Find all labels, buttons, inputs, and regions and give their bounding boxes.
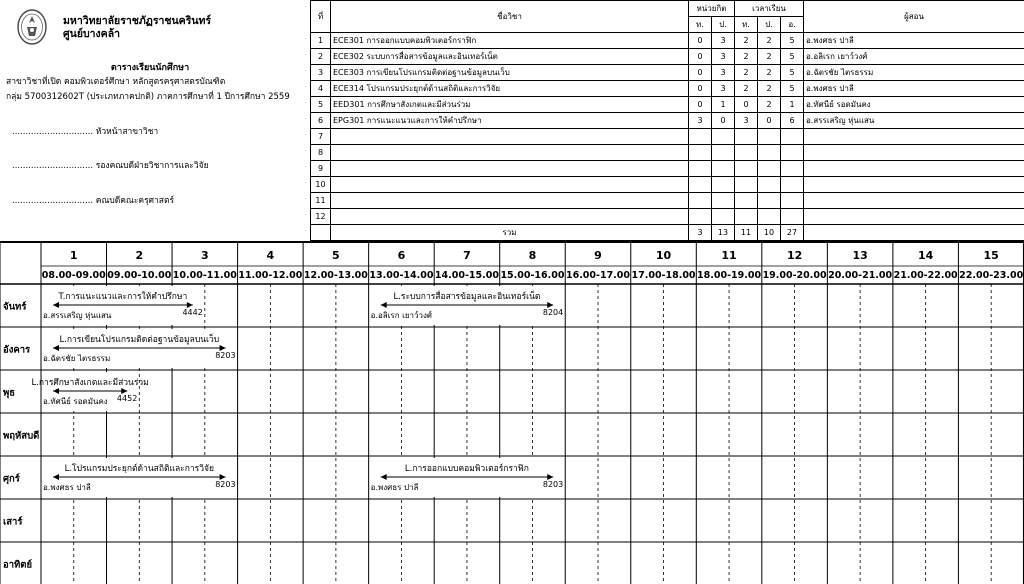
col-no-header: ที่ (311, 1, 331, 33)
row-instructor: อ.ทัศนีย์ รอดมันคง (804, 97, 1024, 113)
row-hours-theory (735, 177, 758, 193)
row-hours-theory: 0 (735, 97, 758, 113)
row-hours-self: 1 (781, 97, 804, 113)
course-row (311, 193, 1024, 209)
row-credit-practice: 3 (712, 65, 735, 81)
row-subject: ECE302 ระบบการสื่อสารข้อมูลและอินเทอร์เน็ต (331, 49, 689, 65)
row-no: 8 (311, 145, 331, 161)
session-room: 8204 (542, 308, 564, 317)
credit-practice-header: ป. (712, 17, 735, 33)
row-hours-self (781, 145, 804, 161)
row-hours-theory (735, 193, 758, 209)
day-label: อาทิตย์ (3, 559, 33, 571)
row-subject: EED301 การศึกษาสังเกตและมีส่วนร่วม (331, 97, 689, 113)
period-time: 14.00-15.00 (434, 270, 499, 281)
row-hours-theory: 2 (735, 65, 758, 81)
period-number: 4 (266, 249, 275, 262)
col-subject-header: ชื่อวิชา (331, 1, 689, 33)
course-table (310, 0, 1024, 241)
university-name: มหาวิทยาลัยราชภัฏราชนครินทร์ (63, 15, 212, 27)
course-row (311, 177, 1024, 193)
total-hours-theory: 11 (735, 225, 758, 241)
session-teacher: อ.พงศธร ปาลี (370, 483, 419, 492)
period-number: 2 (135, 249, 144, 262)
row-credit-practice (712, 129, 735, 145)
course-row (311, 129, 1024, 145)
row-hours-self: 5 (781, 81, 804, 97)
col-hours-header: เวลาเรียน (735, 1, 804, 17)
period-number: 12 (786, 249, 803, 262)
period-number: 5 (332, 249, 340, 262)
row-credit-theory (689, 129, 712, 145)
course-row (311, 97, 1024, 113)
program-line: สาขาวิชาที่เปิด คอมพิวเตอร์ศึกษา หลักสูตรครุศาสตรบัณฑิต (6, 77, 226, 87)
row-subject (331, 209, 689, 225)
row-credit-theory: 0 (689, 97, 712, 113)
period-number: 13 (852, 249, 868, 262)
period-time: 16.00-17.00 (565, 270, 631, 281)
row-instructor: อ.อลิเรก เยาว์วงศ์ (804, 49, 1024, 65)
period-time: 15.00-16.00 (500, 270, 565, 281)
course-row (311, 209, 1024, 225)
document-title: ตารางเรียนนักศึกษา (110, 63, 190, 73)
row-instructor (804, 145, 1024, 161)
row-credit-practice (712, 145, 735, 161)
row-hours-practice (758, 177, 781, 193)
period-number: 3 (200, 249, 209, 262)
period-time: 08.00-09.00 (41, 270, 106, 281)
row-subject (331, 177, 689, 193)
signature-dean: .............................. คณบดีคณะครุศาสตร์ (12, 196, 175, 206)
row-hours-self (781, 161, 804, 177)
row-credit-practice: 0 (712, 113, 735, 129)
row-subject (331, 129, 689, 145)
row-no: 10 (311, 177, 331, 193)
row-hours-self: 6 (781, 113, 804, 129)
row-hours-theory (735, 145, 758, 161)
course-table-body (311, 33, 1024, 225)
course-row (311, 145, 1024, 161)
row-no: 11 (311, 193, 331, 209)
signature-head-of-department: .............................. หัวหน้าสาขาวิชา (12, 127, 159, 137)
row-no: 3 (311, 65, 331, 81)
row-credit-practice (712, 177, 735, 193)
row-credit-practice: 3 (712, 33, 735, 49)
row-credit-theory (689, 177, 712, 193)
row-hours-practice: 2 (758, 65, 781, 81)
col-instructor-header: ผู้สอน (804, 1, 1024, 33)
row-instructor (804, 209, 1024, 225)
row-credit-practice: 3 (712, 49, 735, 65)
row-credit-practice: 1 (712, 97, 735, 113)
col-credit-header: หน่วยกิต (689, 1, 735, 17)
row-credit-theory: 0 (689, 49, 712, 65)
row-instructor (804, 177, 1024, 193)
total-hours-practice: 10 (758, 225, 781, 241)
group-line: กลุ่ม 5700312602T (ประเภทภาคปกติ) ภาคการศึกษาที่ 1 ปีการศึกษา 2559 (6, 92, 290, 102)
period-number: 7 (463, 249, 471, 262)
row-credit-theory (689, 193, 712, 209)
period-number: 9 (594, 249, 602, 262)
course-row (311, 113, 1024, 129)
course-row (311, 33, 1024, 49)
hours-practice-header: ป. (758, 17, 781, 33)
row-hours-practice: 0 (758, 113, 781, 129)
total-credit-theory: 3 (689, 225, 712, 241)
row-hours-self (781, 177, 804, 193)
row-instructor (804, 193, 1024, 209)
row-hours-self (781, 193, 804, 209)
row-hours-practice: 2 (758, 33, 781, 49)
session-title: L.ระบบการสื่อสารข้อมูลและอินเทอร์เน็ต (393, 292, 541, 302)
row-hours-practice (758, 209, 781, 225)
row-no: 12 (311, 209, 331, 225)
period-time: 11.00-12.00 (238, 270, 303, 281)
row-hours-theory (735, 129, 758, 145)
row-hours-theory: 2 (735, 33, 758, 49)
row-credit-theory: 0 (689, 65, 712, 81)
row-instructor: อ.พงศธร ปาลี (804, 33, 1024, 49)
row-credit-practice (712, 161, 735, 177)
row-subject (331, 161, 689, 177)
campus-name: ศูนย์บางคล้า (63, 28, 121, 40)
period-number: 8 (528, 249, 537, 262)
period-number: 14 (917, 249, 934, 262)
period-time: 10.00-11.00 (172, 270, 237, 281)
credit-theory-header: ท. (689, 17, 712, 33)
session-teacher: อ.ฉัตรชัย ไตรธรรม (43, 354, 111, 363)
row-hours-theory: 2 (735, 49, 758, 65)
row-hours-self (781, 209, 804, 225)
total-label: รวม (331, 225, 689, 241)
session-teacher: อ.พงศธร ปาลี (43, 483, 91, 492)
session-room: 8203 (542, 480, 564, 489)
period-time: 20.00-21.00 (828, 270, 893, 281)
session-title: L.การเขียนโปรแกรมติดต่อฐานข้อมูลบนเว็บ (59, 335, 220, 345)
period-time: 09.00-10.00 (107, 270, 172, 281)
row-no: 2 (311, 49, 331, 65)
row-hours-practice (758, 161, 781, 177)
row-credit-theory (689, 161, 712, 177)
row-hours-theory: 2 (735, 81, 758, 97)
period-time: 12.00-13.00 (303, 270, 368, 281)
row-credit-theory: 0 (689, 81, 712, 97)
row-instructor (804, 161, 1024, 177)
row-instructor (804, 129, 1024, 145)
row-instructor: อ.สรรเสริญ หุ่นแสน (804, 113, 1024, 129)
row-hours-theory: 3 (735, 113, 758, 129)
signature-deputy-dean: .............................. รองคณบดีฝ่ายวิชาการและวิจัย (12, 161, 209, 171)
period-time: 17.00-18.00 (631, 270, 696, 281)
row-instructor: อ.ฉัตรชัย ไตรธรรม (804, 65, 1024, 81)
row-hours-self: 5 (781, 49, 804, 65)
day-label: อังคาร (3, 344, 31, 356)
course-row (311, 65, 1024, 81)
row-hours-practice: 2 (758, 81, 781, 97)
row-no: 4 (311, 81, 331, 97)
day-label: จันทร์ (3, 301, 27, 313)
row-credit-theory: 0 (689, 33, 712, 49)
session-title: L.การศึกษาสังเกตและมีส่วนร่วม (31, 378, 149, 388)
timetable-grid (0, 243, 1024, 584)
session-title: T.การแนะแนวและการให้คำปรึกษา (58, 292, 188, 302)
session-room: 4452 (116, 394, 138, 403)
row-hours-self: 5 (781, 33, 804, 49)
row-subject: EPG301 การแนะแนวและการให้คำปรึกษา (331, 113, 689, 129)
session-title: L.การออกแบบคอมพิวเตอร์กราฟิก (404, 464, 529, 474)
period-number: 1 (69, 249, 78, 262)
period-time: 13.00-14.00 (369, 270, 434, 281)
period-number: 15 (983, 249, 999, 262)
course-row (311, 81, 1024, 97)
day-label: เสาร์ (3, 516, 23, 528)
day-label: พฤหัสบดี (3, 430, 40, 442)
session-title: L.โปรแกรมประยุกต์ด้านสถิติและการวิจัย (64, 464, 214, 474)
row-no: 6 (311, 113, 331, 129)
row-no: 1 (311, 33, 331, 49)
row-subject (331, 193, 689, 209)
session-room: 8203 (215, 480, 236, 489)
total-instructor-spacer (804, 225, 1024, 241)
row-hours-practice: 2 (758, 49, 781, 65)
session-room: 8203 (215, 351, 236, 360)
session-teacher: อ.ทัศนีย์ รอดมันคง (43, 397, 108, 406)
hours-theory-header: ท. (735, 17, 758, 33)
course-row (311, 161, 1024, 177)
period-time: 19.00-20.00 (762, 270, 827, 281)
session-room: 4442 (182, 308, 203, 317)
period-time: 22.00-23.00 (959, 270, 1024, 281)
weekly-timetable (0, 241, 1024, 584)
row-subject: ECE301 การออกแบบคอมพิวเตอร์กราฟิก (331, 33, 689, 49)
period-time: 18.00-19.00 (697, 270, 762, 281)
row-no: 5 (311, 97, 331, 113)
row-subject: ECE303 การเขียนโปรแกรมติดต่อฐานข้อมูลบนเว็บ (331, 65, 689, 81)
row-subject: ECE314 โปรแกรมประยุกต์ด้านสถิติและการวิจัย (331, 81, 689, 97)
row-credit-practice (712, 209, 735, 225)
day-label: พุธ (3, 387, 16, 399)
period-number: 11 (721, 249, 737, 262)
row-no: 7 (311, 129, 331, 145)
row-credit-practice (712, 193, 735, 209)
row-no: 9 (311, 161, 331, 177)
total-hours-self: 27 (781, 225, 804, 241)
row-hours-self: 5 (781, 65, 804, 81)
row-subject (331, 145, 689, 161)
row-hours-practice: 2 (758, 97, 781, 113)
day-label: ศุกร์ (3, 473, 20, 485)
session-teacher: อ.สรรเสริญ หุ่นแสน (43, 311, 112, 320)
period-time: 21.00-22.00 (893, 270, 958, 281)
row-hours-practice (758, 145, 781, 161)
row-credit-theory: 3 (689, 113, 712, 129)
row-instructor: อ.พงศธร ปาลี (804, 81, 1024, 97)
row-credit-practice: 3 (712, 81, 735, 97)
row-credit-theory (689, 209, 712, 225)
row-hours-practice (758, 129, 781, 145)
period-number: 6 (397, 249, 406, 262)
session-teacher: อ.อลิเรก เยาว์วงศ์ (370, 311, 433, 320)
row-hours-practice (758, 193, 781, 209)
university-seal-icon (17, 9, 47, 45)
row-hours-theory (735, 209, 758, 225)
period-number: 10 (655, 249, 672, 262)
document-header (0, 0, 306, 238)
hours-self-header: อ. (781, 17, 804, 33)
course-row (311, 49, 1024, 65)
row-hours-self (781, 129, 804, 145)
row-credit-theory (689, 145, 712, 161)
row-hours-theory (735, 161, 758, 177)
total-spacer (311, 225, 331, 241)
total-credit-practice: 13 (712, 225, 735, 241)
